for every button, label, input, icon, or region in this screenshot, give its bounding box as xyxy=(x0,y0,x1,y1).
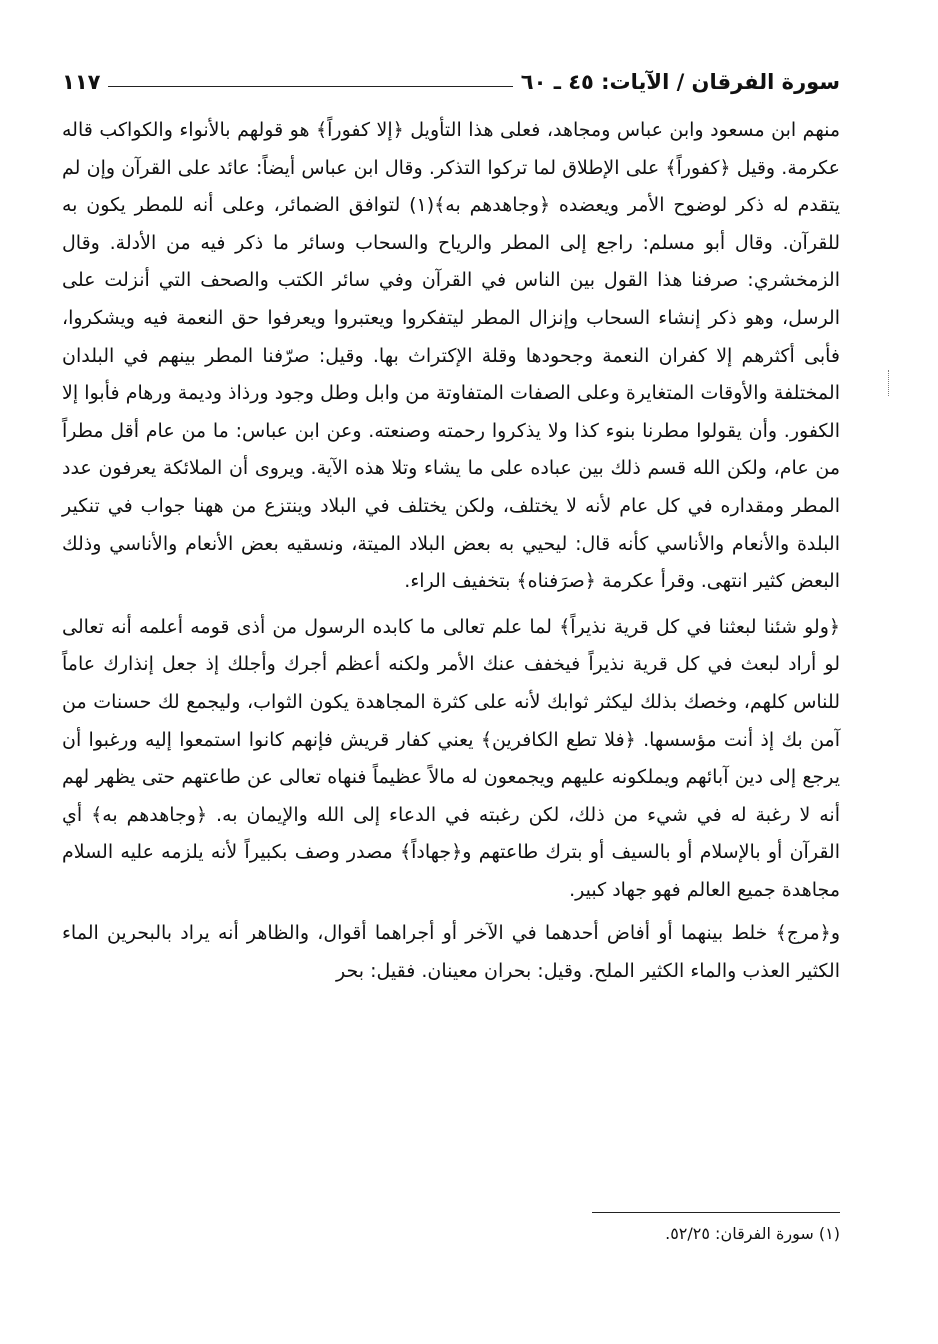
page-number: ١١٧ xyxy=(62,70,101,94)
paragraph-3: و﴿مرج﴾ خلط بينهما أو أفاض أحدهما في الآخر أو أجراهما أقوال، والظاهر أنه يراد بالبحرين الماء الكثير العذب والماء الكثير الملح. وقيل: بحران معينان. فقيل: بحر xyxy=(62,922,840,983)
header-title: سورة الفرقان / الآيات: ٤٥ ـ ٦٠ xyxy=(520,70,840,94)
body-text xyxy=(62,112,840,991)
paragraph-2: ﴿ولو شئنا لبعثنا في كل قرية نذيراً﴾ لما علم تعالى ما كابده الرسول من أذى قومه أعلمه أنه تعالى لو أراد لبعث في كل قرية نذيراً فيخفف عنك الأمر ولكنه أعظم أجرك وأجلك إذ جعل إنذارك عاماً للناس كلهم، وخصك بذلك ليكثر ثوابك لأنه على كثرة المجاهدة يكون الثواب، وليجمع لك حسنات من آمن بك إذ أنت مؤسسها. ﴿فلا تطع الكافرين﴾ يعني كفار قريش فإنهم كانوا استمعوا إليه ورغبوا أن يرجع إلى دين آبائهم ويملكونه عليهم ويجمعون له مالاً عظيماً فنهاه تعالى عن طاعتهم حتى يظهر لهم أنه لا رغبة له في شيء من ذلك، لكن رغبته في الدعاء إلى الله والإيمان به. ﴿وجاهدهم به﴾ أي القرآن أو بالإسلام أو بالسيف أو بترك طاعتهم و﴿جهاداً﴾ مصدر وصف بكبيراً لأنه يلزمه عليه السلام مجاهدة جميع العالم فهو جهاد كبير. xyxy=(62,615,840,901)
footnote: (١) سورة الفرقان: ٥٢/٢٥. xyxy=(665,1224,840,1243)
running-header xyxy=(62,64,840,100)
footnote-rule xyxy=(592,1212,840,1213)
header-rule xyxy=(108,86,512,87)
paragraph-1: منهم ابن مسعود وابن عباس ومجاهد، فعلى هذا التأويل ﴿إلا كفوراً﴾ هو قولهم بالأنواء والكواكب قاله عكرمة. وقيل ﴿كفوراً﴾ على الإطلاق لما تركوا التذكر. وقال ابن عباس أيضاً: عائد على القرآن وإن لم يتقدم له ذكر لوضوح الأمر ويعضده ﴿وجاهدهم به﴾(١) لتوافق الضمائر، وعلى أنه للمطر يكون به للقرآن. وقال أبو مسلم: راجع إلى المطر والرياح والسحاب وسائر ما ذكر فيه من الأدلة. وقال الزمخشري: صرفنا هذا القول بين الناس في القرآن وفي سائر الكتب والصحف التي أنزلت على الرسل، وهو ذكر إنشاء السحاب وإنزال المطر ليتفكروا ويعتبروا ويعرفوا حق النعمة فيه ويشكروا، فأبى أكثرهم إلا كفران النعمة وجحودها وقلة الإكتراث بها. وقيل: صرّفنا المطر بينهم في البلدان المختلفة والأوقات المتغايرة وعلى الصفات المتفاوتة من وابل وطل وجود ورذاذ وديمة ورهام فأبوا إلا الكفور. وأن يقولوا مطرنا بنوء كذا ولا يذكروا رحمته وصنعته. وعن ابن عباس: ما من عام أقل مطراً من عام، ولكن الله قسم ذلك بين عباده على ما يشاء وتلا هذه الآية. ويروى أن الملائكة يعرفون عدد المطر ومقداره في كل عام لأنه لا يختلف، ولكن يختلف في البلاد وينتزع من ههنا جواب في تنكير البلدة والأنعام والأناسي كأنه قال: ليحيي به بعض البلاد الميتة، ونسقيه بعض الأنعام والأناسي وذلك البعض كثير انتهى. وقرأ عكرمة ﴿صرَفناه﴾ بتخفيف الراء. xyxy=(62,119,840,593)
margin-mark xyxy=(888,370,891,396)
